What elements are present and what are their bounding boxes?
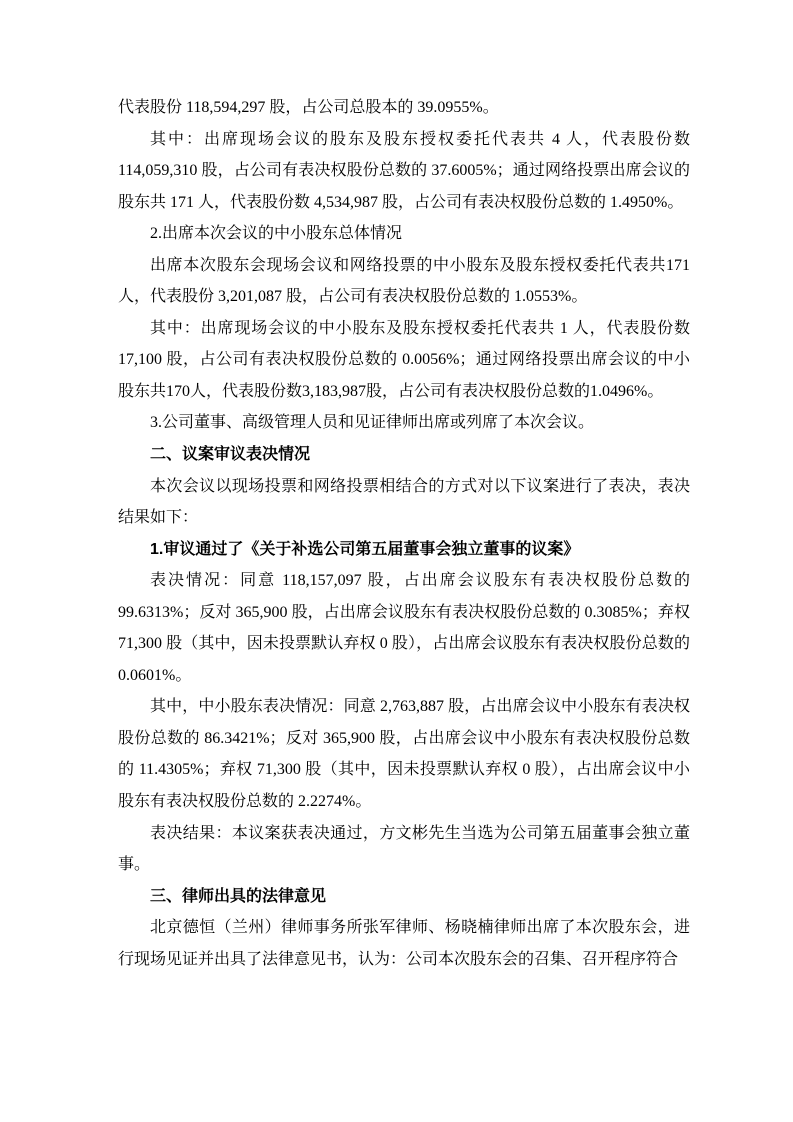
section-heading-legal-opinion: 三、律师出具的法律意见 [150,887,327,905]
document-body [118,92,690,975]
paragraph-voting-method: 本次会议以现场投票和网络投票相结合的方式对以下议案进行了表决，表决结果如下： [118,477,690,527]
section-heading-proposal-voting: 二、议案审议表决情况 [150,446,311,464]
paragraph-shares-summary-continuation: 代表股份 118,594,297 股，占公司总股本的 39.0955%。 [118,99,499,116]
proposal-heading-independent-director: 1.审议通过了《关于补选公司第五届董事会独立董事的议案》 [150,540,580,558]
numbered-item-minor-shareholders-overview: 2.出席本次会议的中小股东总体情况 [150,225,403,243]
paragraph-voting-result-minor-shareholders: 其中，中小股东表决情况：同意 2,763,887 股，占出席会议中小股东有表决权股份总数的 86.3421%；反对 365,900 股，占出席会议中小股东有表决权股份总数的 11.4305%；弃权 71,300 股（其中，因未投票默认弃权 0 股），占出席会议中小股东有表决权股份总数的 2.2274%。 [118,698,690,811]
paragraph-voting-result-overall: 表决情况：同意 118,157,097 股，占出席会议股东有表决权股份总数的 99.6313%；反对 365,900 股，占出席会议股东有表决权股份总数的 0.3085%；弃权 71,300 股（其中，因未投票默认弃权 0 股），占出席会议股东有表决权股份总数的 0.0601%。 [118,572,690,684]
paragraph-minor-shareholders-detail: 其中：出席现场会议的中小股东及股东授权委托代表共 1 人，代表股份数 17,100 股，占公司有表决权股份总数的 0.0056%；通过网络投票出席会议的中小股东共170人，代表股份数3,183,987股，占公司有表决权股份总数的1.0496%。 [118,319,690,400]
paragraph-voting-conclusion: 表决结果：本议案获表决通过，方文彬先生当选为公司第五届董事会独立董事。 [118,824,690,874]
paragraph-attendance-detail: 其中：出席现场会议的股东及股东授权委托代表共 4 人，代表股份数 114,059,310 股，占公司有表决权股份总数的 37.6005%；通过网络投票出席会议的股东共 171 人，代表股份数 4,534,987 股，占公司有表决权股份总数的 1.4950%。 [118,130,690,211]
paragraph-minor-shareholders-overall: 出席本次股东会现场会议和网络投票的中小股东及股东授权委托代表共171人，代表股份 3,201,087 股，占公司有表决权股份总数的 1.0553%。 [118,256,690,306]
numbered-item-attendees: 3.公司董事、高级管理人员和见证律师出席或列席了本次会议。 [150,414,595,432]
paragraph-legal-opinion: 北京德恒（兰州）律师事务所张军律师、杨晓楠律师出席了本次股东会，进行现场见证并出具了法律意见书，认为：公司本次股东会的召集、召开程序符合 [118,919,690,968]
